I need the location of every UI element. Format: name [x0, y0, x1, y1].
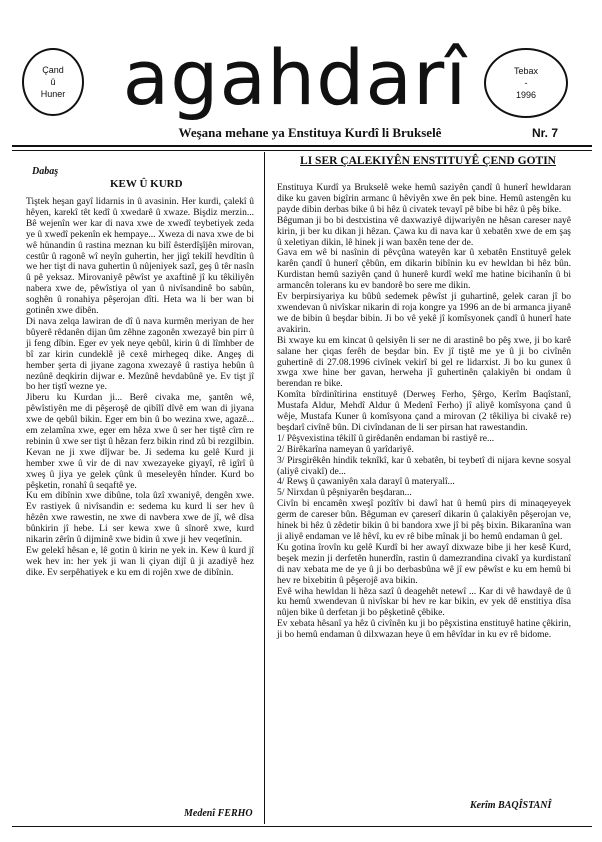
- right-article-title: LI SER ÇALEKIYÊN ENSTITUYÊ ÇEND GOTIN: [300, 155, 556, 167]
- right-paragraph: Ku gotina îrovîn ku gelê Kurdî bi her awayî dixwaze bibe ji her kesê Kurd, beşek mezin ji derfetên hunerdîn, rastin û damezrandina civakî ya kurdistanî di nav xebata me de ye û ji bo derbasbûna wê jî ew pêwîst e ku em hemû bi hev re bixebitin û pêşerojê ava bikin.: [277, 542, 571, 586]
- masthead-title: agahdarî: [122, 33, 468, 122]
- badge-date: [484, 48, 568, 118]
- right-list-item: 5/ Nirxdan û pêşniyarên beşdaran...: [277, 488, 412, 499]
- badge-right-line-2: -: [524, 78, 528, 88]
- right-list-item: 4/ Rewş û çawaniyên xala darayî û materyalî...: [277, 477, 455, 488]
- right-paragraph: Bêguman ji bo bi destxistina vê daxwaziyê dijwariyên ne hêsan careser nayê kirin, ji ber ku dikan ji hêzan. Çawa ku di nava kar û xebatên xwe de em şaş û xeletiyan dikin, lê hinek ji wan baxên tene der de.: [277, 215, 571, 248]
- right-paragraph: Gava em wê bi nasînin di pêvçûna wateyên kar û xebatên Enstituyê gelek karên çandî û hunerî çêbûn, em dikarin bibînin ku ev hewldan bi hêz bûn. Kurdistan hemû saziyên çand û hunerê kurdî wekî me hatine bicihanîn û bi armancên tolerans ku ev bandorê bo sere me dikin.: [277, 248, 571, 292]
- right-paragraph: Ev xebata hêsanî ya hêz û civînên ku ji bo pêşxistina enstituyê hatine çêkirin, ji bo hemû endaman û dilxwazan heye û em hêvîdar in ku ev rê bidome.: [277, 619, 571, 641]
- right-list-item: 3/ Pirsgirêkên hindik teknîkî, kar û xebatên, bi teybetî di nijara kevne sosyal (aliyê civakî) de...: [277, 455, 571, 477]
- right-paragraph: Bi xwaye ku em kincat û qelsiyên li ser ne di arastinê bo pêş xwe, ji bo karê salane her çiqas ferêh de beşdar bin. Ev jî tiştê me ye û ji bo civînên guhertinê di 27.08.1996 civînek vekirî bi gel re lidarxist. Ji bo ku gunex û xwga xwe hine ber gavan, herweha jî guhertinên çalakiyên bi ondam û berendan re bike.: [277, 335, 571, 390]
- left-paragraph: Jiberu ku Kurdan ji... Berê civaka me, şantên wê, pêwîstiyên me di pêşeroşê de qibîlî dîvê em wan di jiyana xwe de qebûl bikin. Eger em bin û bo wezina xwe, agazê... em zelamîna xwe, eger em hêza xwe û ser her tiştê cîrn re rebinin û xwe ser tişt û hêzan ferz bikin rind zû bi rezgilbin. Kevan ne ji xwe dîjwar be. Ji sedema ku gelê Kurd ji hember xwe û vir de di nav xwezayeke giyayî, rê igîrî û xweş û jiya ye gelek çûnk û meseleyên hînder. Kurd bo pêşketin, ronahî û seqaftê ye.: [26, 393, 254, 491]
- issue-number: Nr. 7: [532, 126, 559, 140]
- badge-cand-huner: [22, 48, 84, 116]
- left-article-title: KEW Û KURD: [110, 178, 183, 190]
- left-article-author: Medenî FERHO: [184, 808, 253, 819]
- right-paragraph: Komîta bîrdinîtirina enstituyê (Derweş Ferho, Şêrgo, Kerîm Baqîstanî, Mustafa Aldur, Mehdî Aldur û Medenî Ferho) jî aliyê komîsyona çand û wêje, Mustafa Kuner û komîsyona çand a mirovan (2 têkiliya bi civakê re) beşdarî civînê bûn. Di civîndanan de li ser pirsan hat rawestandin.: [277, 390, 571, 433]
- left-paragraph: Tiştek heşan gayî lidarnis in û avasinin. Her kurdi, çalekî û hêyen, karekî têt kedî û xwedarê û xwaze. Bişdiz merzin... Bê wejenîn wer kar di nava xwe de xwedî teybetiyek zeda ye û xwedî pekenîn ek hempaye... Xweza di nava xwe de bi wê hünandin û rastina meznan ku bilî êsterdîşîjên mirovan, cestûr û ragonê wî neyîn guhertin, her jigî tekilî hevdîtin û we her tişt di nava guhertin û nûjeniyek sazî, geş û têr nasîn û pê yeksaz. Mirovaniyê pêwîst ye axaftinê jî ku têkiliyên nabera xwe de, pêwîstiya ol yan û nivîsandinê bo sabûn, soghên û ronahiya pêşerojan dîti. Heta wa li ber wan bi gotinên xwe dibên.: [26, 197, 254, 317]
- column-divider: [264, 152, 265, 824]
- right-article-body: [277, 183, 571, 641]
- right-list-item: 1/ Pêşvexistina têkilî û girêdanên endaman bi rastiyê re...: [277, 433, 495, 444]
- right-paragraph: Enstituya Kurdî ya Brukselê weke hemû saziyên çandî û hunerî hewldaran dike ku gaven bigîrin armanc û hêviyên xwe ên pek bine. Hemû astengên ku payde dibin derbas bike û bi hêz û civatek tevayî pê bibe bi hêz û pêş bike.: [277, 183, 571, 215]
- header-rule: [12, 145, 592, 147]
- right-paragraph: Ev berpirsiyariya ku bûbû sedemek pêwîst ji guhartinê, gelek caran jî bo xwendevan û nivîskar nikarin di roja kongre ya 1996 an de bi armanca jiyanê we de bibin û beşdar bibin. Ji bo vê yekê jî komîsyonek çandî û hunerî hate avakirin.: [277, 292, 571, 335]
- left-paragraph: Ew gelekî hêsan e, lê gotin û kirin ne yek in. Kew û kurd jî wek hev in: her yek ji wan li çiyan dijî û ji azadiyê hez dike. Ev serpêhatiyek e ku em di rojên xwe de dibînin.: [26, 546, 254, 578]
- badge-left-line-2: û: [50, 77, 56, 87]
- section-tag: Dabaş: [32, 166, 59, 177]
- right-article-author: Kerîm BAQÎSTANÎ: [470, 800, 552, 811]
- header-rule-thin: [12, 150, 592, 151]
- left-article-body: [26, 197, 254, 579]
- right-paragraph: Evê wiha hewldan li hêza sazî û deagehêt netewî ... Kar di vê hawdayê de û ku hemû xwendevan û nivîskar bi hev re kar bikin, ev yek dê enstitiya dîsa nûjen bike û derfetan ji bo pêşketinê çêbike.: [277, 586, 571, 619]
- badge-right-line-1: Tebax: [513, 66, 539, 76]
- masthead-subtitle: Weşana mehane ya Enstituya Kurdî li Brukselê: [178, 125, 442, 140]
- badge-left-line-3: Huner: [40, 89, 66, 99]
- left-paragraph: Di nava zelqa lawiran de dî û nava kurmên meriyan de her bûyerê rêdanên dijan ûm zêhne zagonên xwezayê bin pirr û ji feng dîbin. Eger ev yek neye qebûl, kirin û di lîmhber de bî zar kirin cundeklê jê cexê mirhegeq dike. Angeş di hember şerta di jiyane zagona xwezayê û rastiya hebûn û nezûnê deqkirin dijwar e. Mezûnê hevdabûnê ye. Ev tişt jî bo her tiştî wezne ye.: [26, 316, 254, 393]
- left-paragraph: Ku em dibînin xwe dibûne, tola ûzî xwaniyê, dengên xwe. Ev rastiyek û nivîsandin e: sedema ku kurd li ser hev û hêzên xwe rawestin, ne xwe di navbera xwe de jî, wê dîsa bûnkirin jî hebe. Li ser kewa xwe û sînorê xwe, kurd nikarin zêrîn û dijminê xwe bidin û xwe ji hev veqetînin.: [26, 491, 254, 546]
- badge-right-line-3: 1996: [515, 90, 537, 100]
- footer-rule: [12, 826, 592, 827]
- right-paragraph: Civîn bi encamên xweşî pozîtîv bi dawî hat û hemû pirs di minaqeyeyek germ de careser bûn. Bêguman ev çareserî dikarin û çalakiyên pêşerojan ve, hinek bi hêz û zêdetir bikin û bi bandora xwe jî bi pêş bixin. Bikaranîna wan ji aliyê endaman ve lê hêvî, ku ev rê bibe mînak ji bo hemû endaman û gel.: [277, 499, 571, 542]
- badge-left-line-1: Çand: [42, 65, 64, 75]
- right-list-item: 2/ Birêkarîna nameyan û yarîdariyê.: [277, 444, 414, 455]
